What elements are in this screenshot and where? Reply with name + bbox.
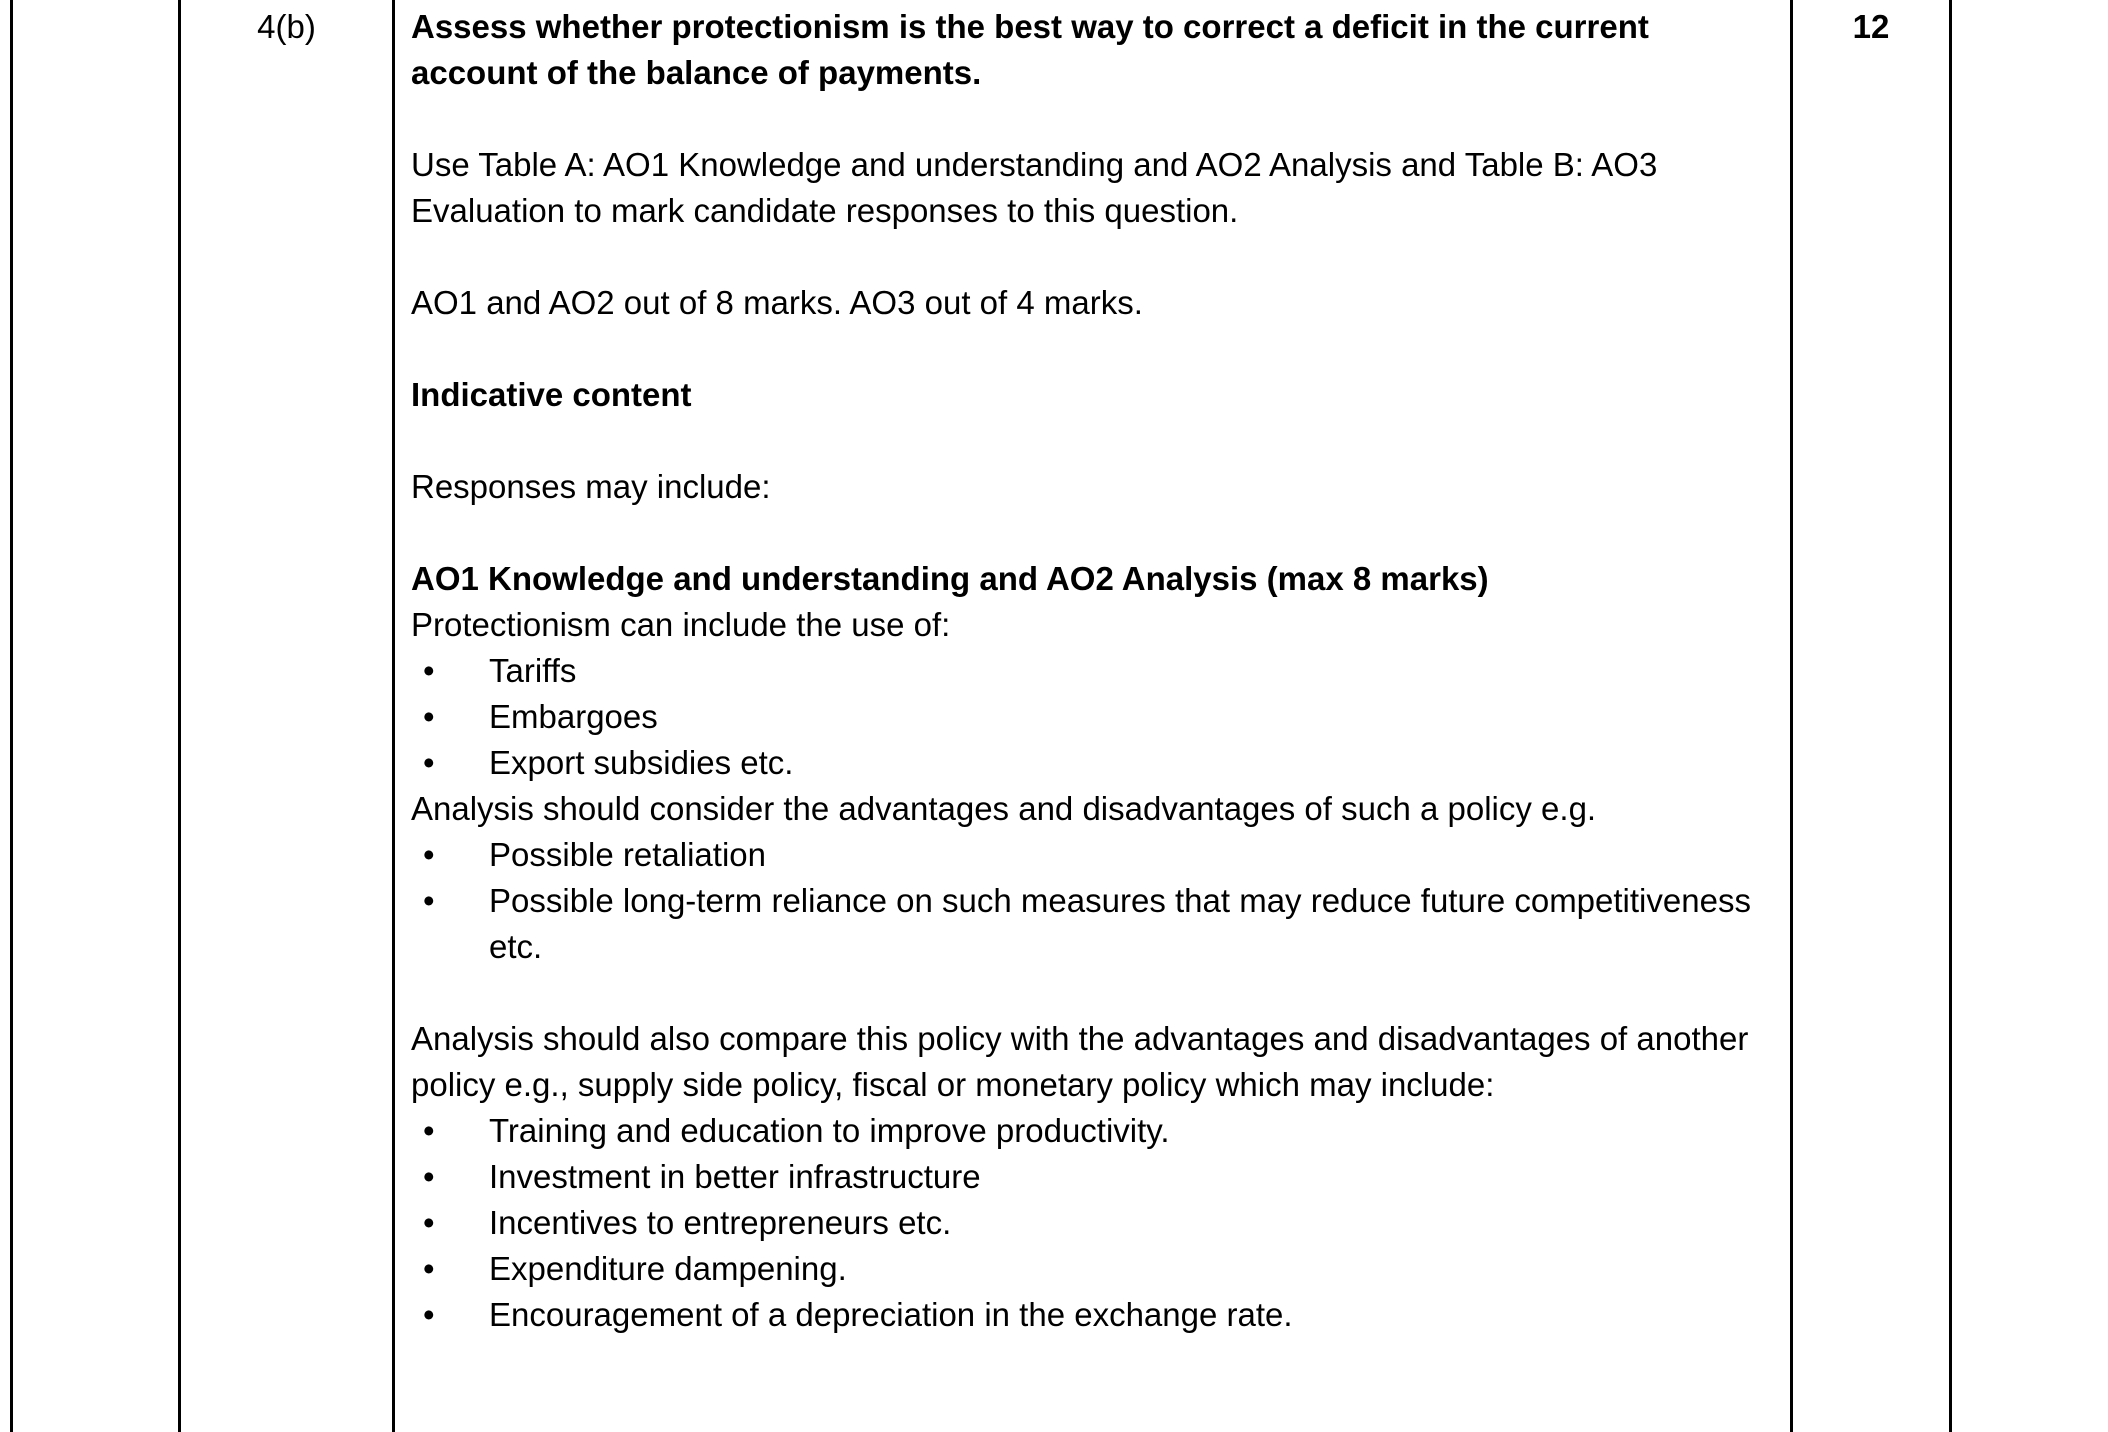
bullet-item: • Training and education to improve productivity.: [411, 1108, 1756, 1154]
bullet-item: • Incentives to entrepreneurs etc.: [411, 1200, 1756, 1246]
bullet-item: • Expenditure dampening.: [411, 1246, 1756, 1292]
bullet-item: • Possible retaliation: [411, 832, 1756, 878]
indicative-content-heading: Indicative content: [411, 376, 692, 413]
bullet-item: • Tariffs: [411, 648, 1756, 694]
compare-bullet-list: [411, 1108, 1756, 1338]
bullet-item: • Investment in better infrastructure: [411, 1154, 1756, 1200]
table-left-empty-column: [10, 0, 178, 1432]
right-margin: [1952, 0, 2108, 1432]
marks-value: 12: [1852, 8, 1890, 45]
question-number: 4(b): [257, 8, 316, 45]
bullet-item: • Encouragement of a depreciation in the exchange rate.: [411, 1292, 1756, 1338]
left-margin: [0, 0, 10, 1432]
marks-split-line: AO1 and AO2 out of 8 marks. AO3 out of 4 marks.: [411, 284, 1143, 321]
bullet-item: • Possible long-term reliance on such measures that may reduce future competitiveness etc.: [411, 878, 1756, 970]
marks-cell: [1790, 0, 1952, 1432]
ao-heading: AO1 Knowledge and understanding and AO2 Analysis (max 8 marks): [411, 560, 1489, 597]
protectionism-intro: Protectionism can include the use of:: [411, 606, 951, 643]
responses-intro: Responses may include:: [411, 468, 771, 505]
bullet-item: • Embargoes: [411, 694, 1756, 740]
answer-cell: [392, 0, 1790, 1432]
tables-instruction: Use Table A: AO1 Knowledge and understanding and AO2 Analysis and Table B: AO3 Evaluation to mark candidate responses to this question.: [411, 146, 1658, 229]
question-title: Assess whether protectionism is the best way to correct a deficit in the current account of the balance of payments.: [411, 8, 1649, 91]
protectionism-bullet-list: [411, 648, 1756, 786]
question-number-cell: [178, 0, 392, 1432]
bullet-item: • Export subsidies etc.: [411, 740, 1756, 786]
compare-intro: Analysis should also compare this policy with the advantages and disadvantages of another policy e.g., supply side policy, fiscal or monetary policy which may include:: [411, 1020, 1749, 1103]
analysis-bullet-list: [411, 832, 1756, 970]
analysis-intro: Analysis should consider the advantages and disadvantages of such a policy e.g.: [411, 790, 1597, 827]
